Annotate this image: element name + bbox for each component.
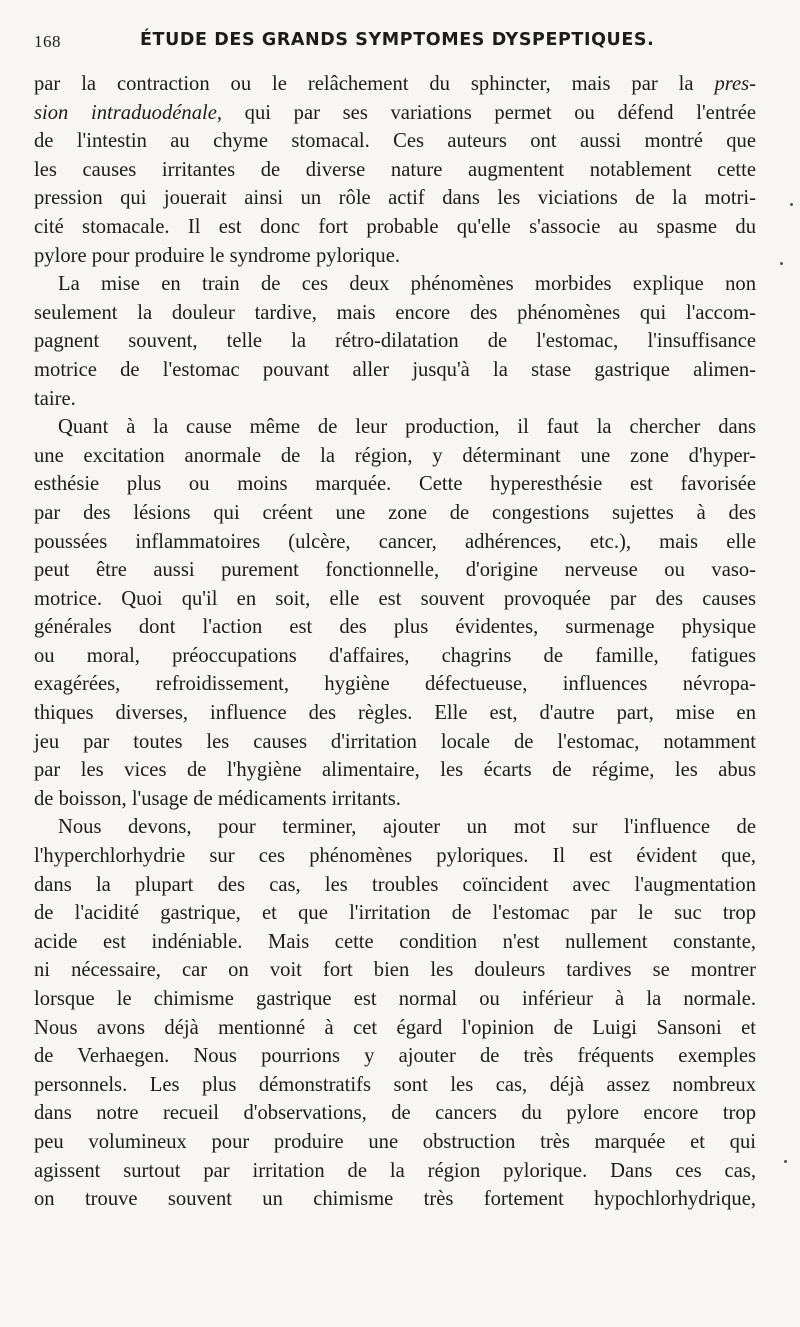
text-line xyxy=(34,871,756,900)
text-run: peut être aussi purement fonctionnelle, d'origine nerveuse ou vaso- xyxy=(34,559,756,582)
text-line xyxy=(34,1185,756,1214)
margin-speck xyxy=(790,203,793,206)
paragraph xyxy=(34,270,756,413)
text-run: de l'acidité gastrique, et que l'irritation de l'estomac par le suc trop xyxy=(34,902,756,925)
text-run: pression qui jouerait ainsi un rôle actif dans les viciations de la motri- xyxy=(34,187,756,210)
text-line xyxy=(34,127,756,156)
text-line xyxy=(34,928,756,957)
italic-run: sion intraduodénale, xyxy=(34,101,222,124)
text-run: taire. xyxy=(34,387,76,410)
text-run: dans notre recueil d'observations, de cancers du pylore encore trop xyxy=(34,1102,756,1125)
text-run: motrice. Quoi qu'il en soit, elle est souvent provoquée par des causes xyxy=(34,587,756,610)
text-line xyxy=(34,842,756,871)
text-run: de boisson, l'usage de médicaments irritants. xyxy=(34,787,401,810)
text-run: ou moral, préoccupations d'affaires, chagrins de famille, fatigues xyxy=(34,644,756,667)
text-run: acide est indéniable. Mais cette condition n'est nullement constante, xyxy=(34,930,756,953)
page-number: 168 xyxy=(34,32,61,51)
text-line xyxy=(34,242,756,271)
text-run: thiques diverses, influence des règles. Elle est, d'autre part, mise en xyxy=(34,702,756,725)
text-run: ni nécessaire, car on voit fort bien les douleurs tardives se montrer xyxy=(34,959,756,982)
text-run: pylore pour produire le syndrome pylorique. xyxy=(34,244,401,267)
text-run: par la contraction ou le relâchement du sphincter, mais par la xyxy=(34,73,715,95)
text-run: Nous avons déjà mentionné à cet égard l'opinion de Luigi Sansoni et xyxy=(34,1016,756,1039)
text-run: de Verhaegen. Nous pourrions y ajouter de très fréquents exemples xyxy=(34,1045,756,1068)
text-line xyxy=(34,1071,756,1100)
text-line xyxy=(34,413,756,442)
text-line xyxy=(34,728,756,757)
text-run: une excitation anormale de la région, y déterminant une zone d'hyper- xyxy=(34,444,756,467)
text-line xyxy=(34,613,756,642)
text-line xyxy=(34,699,756,728)
text-line xyxy=(34,556,756,585)
text-line xyxy=(34,470,756,499)
text-line xyxy=(34,528,756,557)
text-line xyxy=(34,1014,756,1043)
text-line xyxy=(34,184,756,213)
text-run: personnels. Les plus démonstratifs sont les cas, déjà assez nombreux xyxy=(34,1073,756,1096)
text-line xyxy=(34,1157,756,1186)
text-run: par les vices de l'hygiène alimentaire, les écarts de régime, les abus xyxy=(34,759,756,782)
text-line xyxy=(34,956,756,985)
text-run: on trouve souvent un chimisme très fortement hypochlorhydrique, xyxy=(34,1188,756,1211)
text-line xyxy=(34,670,756,699)
text-run: Nous devons, pour terminer, ajouter un mot sur l'influence de xyxy=(58,816,756,839)
text-run: cité stomacale. Il est donc fort probable qu'elle s'associe au spasme du xyxy=(34,215,756,238)
text-line xyxy=(34,385,756,414)
text-run: générales dont l'action est des plus évidentes, surmenage physique xyxy=(34,616,756,639)
text-line xyxy=(34,356,756,385)
text-line xyxy=(34,213,756,242)
text-line xyxy=(34,1042,756,1071)
text-line xyxy=(34,813,756,842)
running-head: ÉTUDE DES GRANDS SYMPTOMES DYSPEPTIQUES. xyxy=(140,30,655,50)
text-line xyxy=(34,327,756,356)
text-run: pagnent souvent, telle la rétro-dilatation de l'estomac, l'insuffisance xyxy=(34,330,756,353)
text-run: agissent surtout par irritation de la région pylorique. Dans ces cas, xyxy=(34,1159,756,1182)
text-run: poussées inflammatoires (ulcère, cancer, adhérences, etc.), mais elle xyxy=(34,530,756,553)
text-run: seulement la douleur tardive, mais encore des phénomènes qui l'accom- xyxy=(34,301,756,324)
paragraph xyxy=(34,70,756,270)
text-run: motrice de l'estomac pouvant aller jusqu'à la stase gastrique alimen- xyxy=(34,358,756,381)
text-run: l'hyperchlorhydrie sur ces phénomènes pyloriques. Il est évident que, xyxy=(34,845,756,868)
text-run: La mise en train de ces deux phénomènes morbides explique non xyxy=(58,273,756,296)
paragraph xyxy=(34,813,756,1213)
text-run: de l'intestin au chyme stomacal. Ces auteurs ont aussi montré que xyxy=(34,130,756,153)
text-line xyxy=(34,299,756,328)
text-line xyxy=(34,899,756,928)
text-line xyxy=(34,585,756,614)
text-run: qui par ses variations permet ou défend l'entrée xyxy=(222,101,756,124)
text-line xyxy=(34,442,756,471)
text-line xyxy=(34,756,756,785)
text-run: Quant à la cause même de leur production, il faut la chercher dans xyxy=(58,416,756,439)
text-run: exagérées, refroidissement, hygiène défectueuse, influences névropa- xyxy=(34,673,756,696)
text-line xyxy=(34,156,756,185)
text-line xyxy=(34,1128,756,1157)
text-line xyxy=(34,785,756,814)
italic-run: pres- xyxy=(714,73,756,95)
margin-speck xyxy=(780,262,783,265)
text-run: peu volumineux pour produire une obstruction très marquée et qui xyxy=(34,1130,756,1153)
text-line xyxy=(34,70,756,99)
text-line xyxy=(34,99,756,128)
paragraph xyxy=(34,413,756,813)
text-line xyxy=(34,985,756,1014)
text-line xyxy=(34,642,756,671)
text-run: lorsque le chimisme gastrique est normal ou inférieur à la normale. xyxy=(34,988,756,1010)
text-run: jeu par toutes les causes d'irritation locale de l'estomac, notamment xyxy=(34,730,756,753)
margin-speck xyxy=(784,1160,787,1163)
text-run: les causes irritantes de diverse nature augmentent notablement cette xyxy=(34,158,756,181)
page-header xyxy=(34,30,760,60)
text-line xyxy=(34,499,756,528)
text-run: dans la plupart des cas, les troubles coïncident avec l'augmentation xyxy=(34,873,756,896)
text-line xyxy=(34,1099,756,1128)
body-text xyxy=(34,70,756,1214)
text-run: esthésie plus ou moins marquée. Cette hyperesthésie est favorisée xyxy=(34,473,756,496)
text-run: par des lésions qui créent une zone de congestions sujettes à des xyxy=(34,501,756,524)
text-line xyxy=(34,270,756,299)
